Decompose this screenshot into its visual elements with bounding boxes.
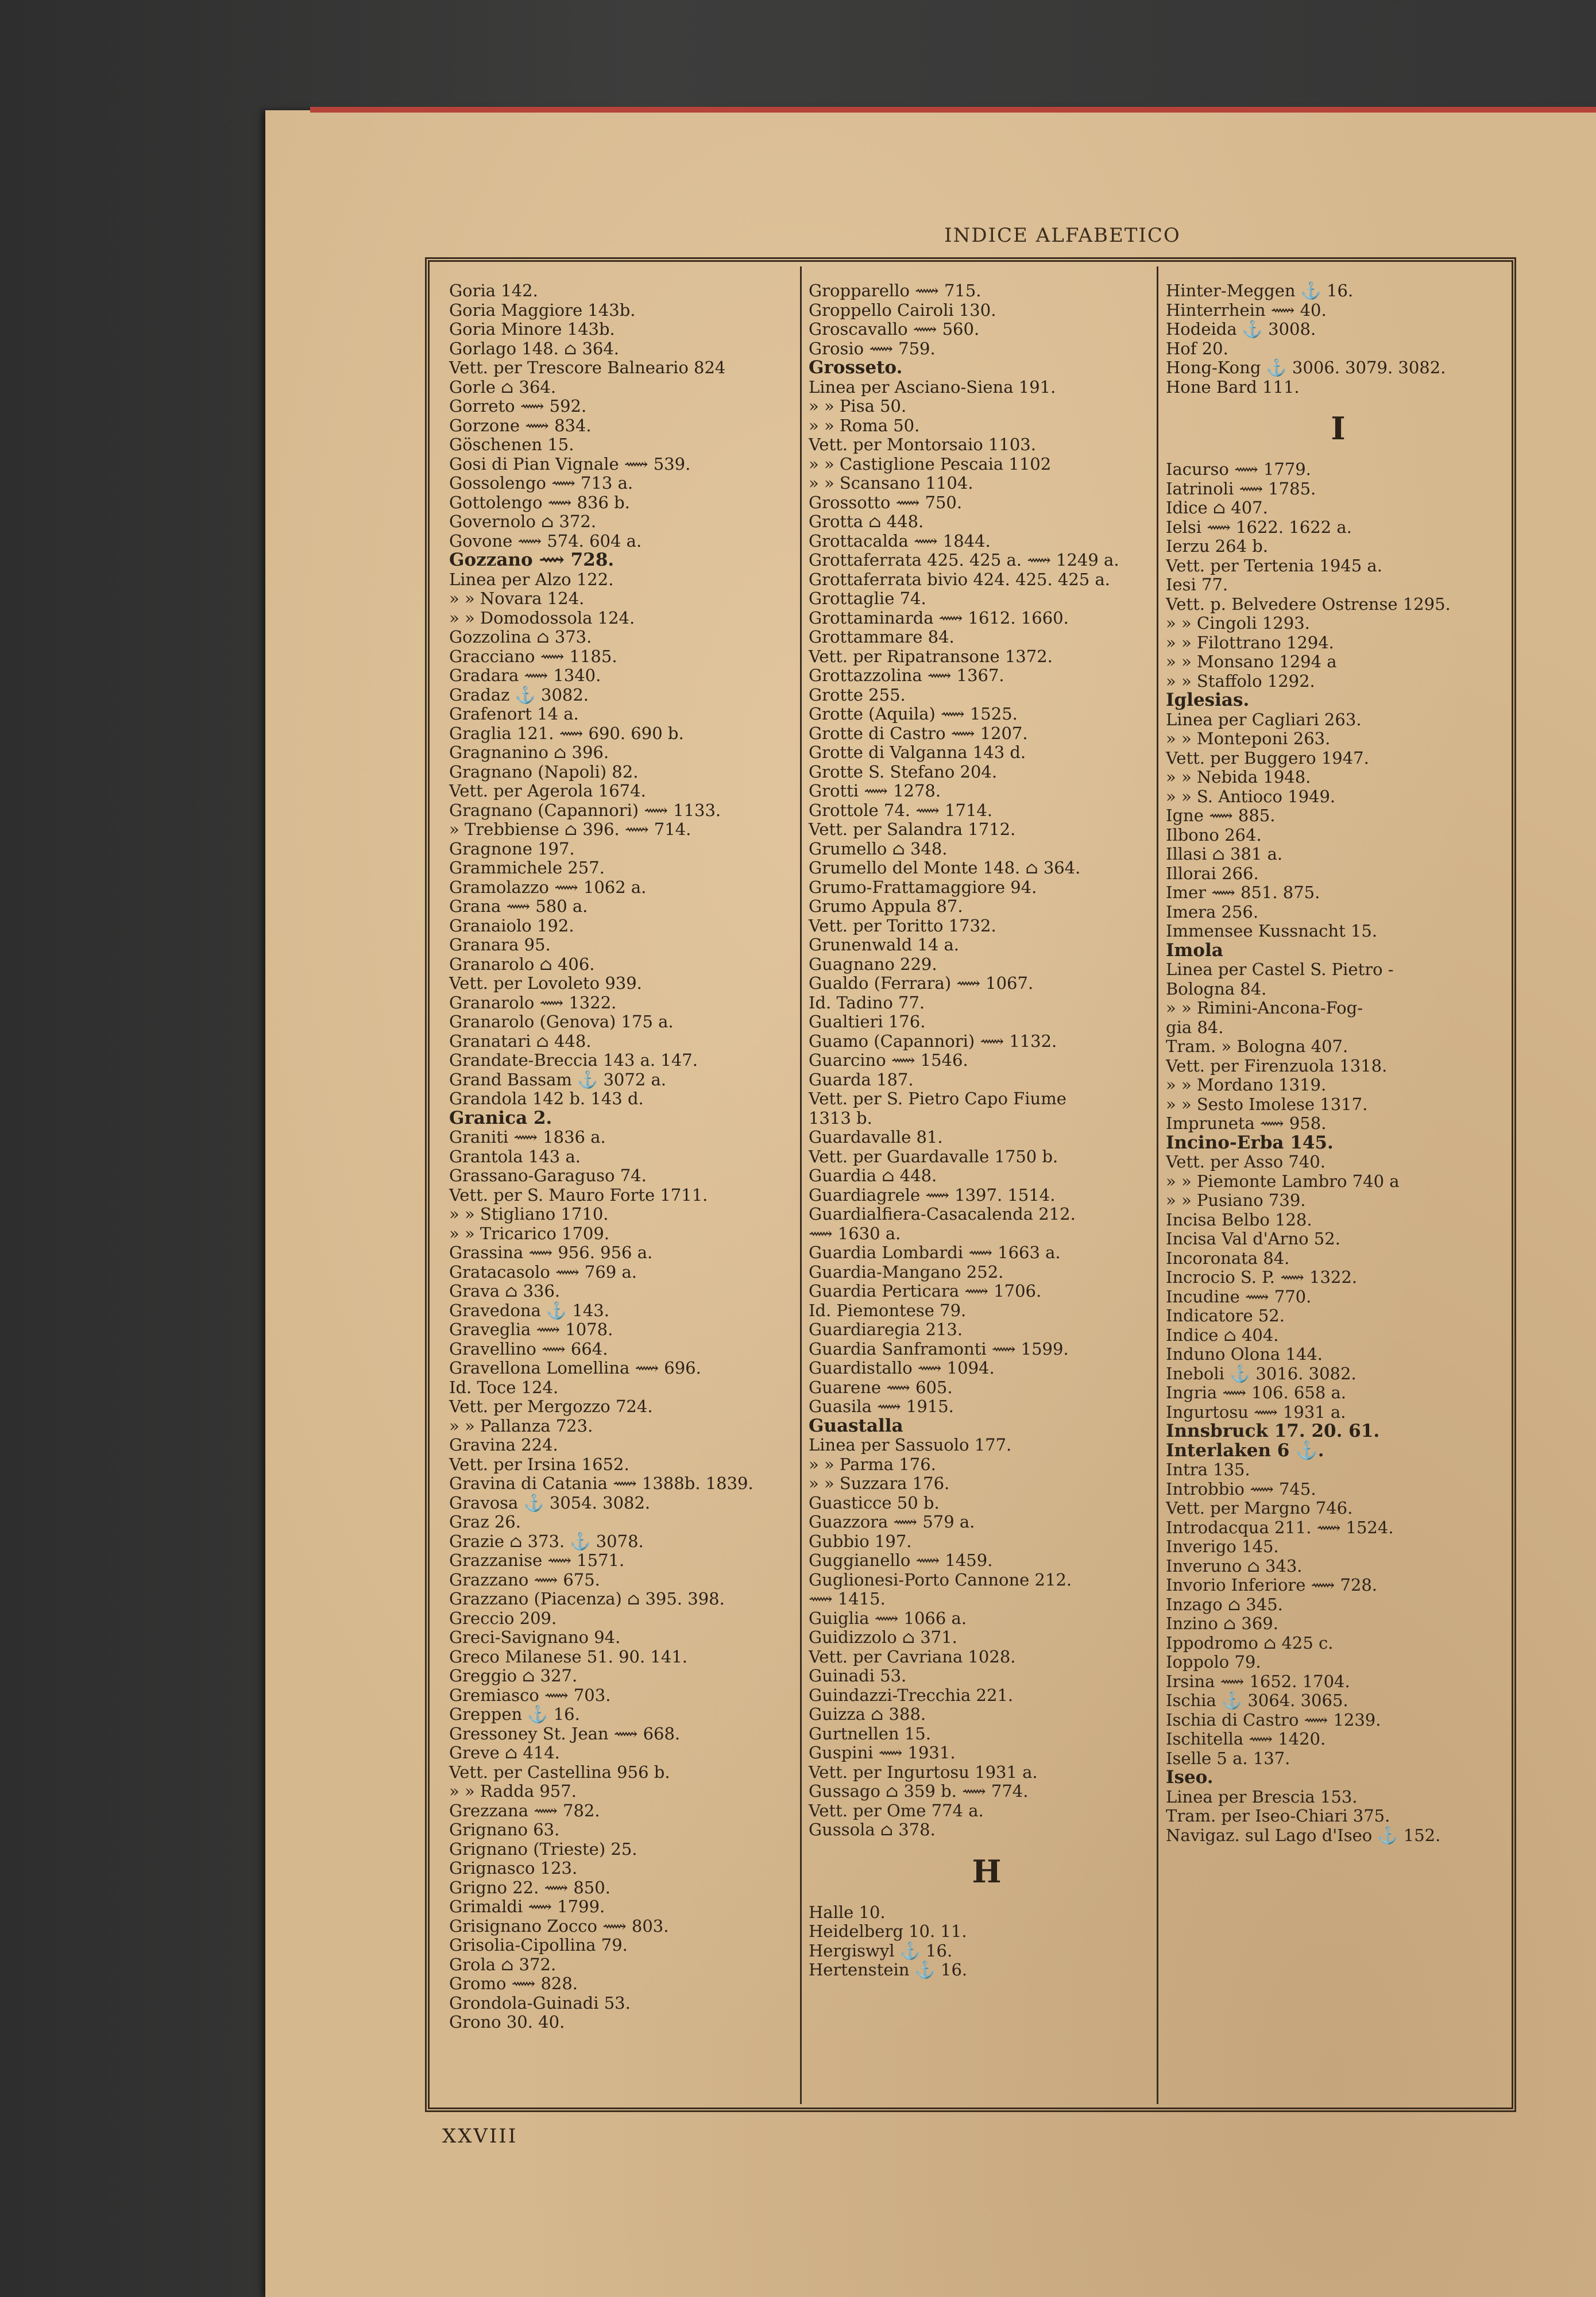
index-entry: Incrocio S. P. ⟿ 1322. xyxy=(1166,1267,1358,1287)
index-entry: Greccio 209. xyxy=(449,1608,557,1628)
index-entry: Grottammare 84. xyxy=(809,627,954,647)
index-entry: Incisa Val d'Arno 52. xyxy=(1166,1229,1340,1248)
index-entry: Guarda 187. xyxy=(809,1069,914,1089)
index-entry: Graniti ⟿ 1836 a. xyxy=(449,1127,606,1147)
index-entry: Igne ⟿ 885. xyxy=(1166,806,1276,825)
index-entry: Grotte S. Stefano 204. xyxy=(809,761,998,782)
index-entry: Imer ⟿ 851. 875. xyxy=(1166,883,1320,902)
index-entry: » » Monteponi 263. xyxy=(1166,729,1331,748)
index-entry: » » Monsano 1294 a xyxy=(1166,652,1337,671)
page-number: XXVIII xyxy=(442,2125,518,2148)
index-entry: Ischia ⚓ 3064. 3065. xyxy=(1166,1691,1348,1710)
index-entry: Ingria ⟿ 106. 658 a. xyxy=(1166,1383,1347,1402)
index-entry: Goria 142. xyxy=(449,281,538,300)
index-entry: Gressoney St. Jean ⟿ 668. xyxy=(449,1723,681,1743)
index-entry: Granatari ⌂ 448. xyxy=(449,1031,592,1051)
index-entry: Iselle 5 a. 137. xyxy=(1166,1748,1290,1768)
index-entry: Bologna 84. xyxy=(1166,979,1267,999)
index-entry: » » Radda 957. xyxy=(449,1781,577,1801)
index-entry: Granarolo ⟿ 1322. xyxy=(449,992,617,1012)
index-entry: Guindazzi-Trecchia 221. xyxy=(809,1685,1014,1705)
index-entry: Gradaz ⚓ 3082. xyxy=(449,685,589,705)
index-entry: Grassina ⟿ 956. 956 a. xyxy=(449,1243,653,1262)
index-entry: » » Staffolo 1292. xyxy=(1166,671,1315,691)
index-entry: Granarolo (Genova) 175 a. xyxy=(449,1012,674,1031)
index-entry: Gragnone 197. xyxy=(449,838,575,859)
index-entry: » » Sesto Imolese 1317. xyxy=(1166,1094,1368,1114)
index-entry: Gravedona ⚓ 143. xyxy=(449,1300,609,1320)
index-entry: Guardiagrele ⟿ 1397. 1514. xyxy=(809,1185,1056,1205)
index-entry: Idice ⌂ 407. xyxy=(1166,498,1268,517)
index-heading: Interlaken 6 ⚓. xyxy=(1166,1440,1324,1461)
index-entry: Ineboli ⚓ 3016. 3082. xyxy=(1166,1363,1357,1383)
index-entry: Guiglia ⟿ 1066 a. xyxy=(809,1608,967,1628)
index-entry: Iatrinoli ⟿ 1785. xyxy=(1166,478,1316,498)
index-entry: Gorzone ⟿ 834. xyxy=(449,415,592,435)
index-entry: Guazzora ⟿ 579 a. xyxy=(809,1512,975,1532)
index-entry: Grondola-Guinadi 53. xyxy=(449,1993,631,2013)
index-entry: Vett. per Toritto 1732. xyxy=(809,915,996,935)
index-entry: Grantola 143 a. xyxy=(449,1146,581,1166)
index-column-3 xyxy=(1166,281,1510,1845)
index-entry: Göschenen 15. xyxy=(449,435,574,454)
index-entry: ⟿ 1630 a. xyxy=(809,1223,901,1243)
index-entry: Grola ⌂ 372. xyxy=(449,1954,557,1974)
index-entry: Graveglia ⟿ 1078. xyxy=(449,1320,613,1339)
index-entry: Hone Bard 111. xyxy=(1166,377,1300,397)
index-entry: » » Stigliano 1710. xyxy=(449,1204,609,1224)
index-entry: Hinterrhein ⟿ 40. xyxy=(1166,300,1327,320)
index-entry: Guardialfiera-Casacalenda 212. xyxy=(809,1204,1076,1224)
index-entry: Gosi di Pian Vignale ⟿ 539. xyxy=(449,454,691,474)
index-entry: Grava ⌂ 336. xyxy=(449,1281,561,1301)
index-entry: Guasticce 50 b. xyxy=(809,1492,940,1513)
index-entry: Guglionesi-Porto Cannone 212. xyxy=(809,1569,1072,1590)
index-entry: Tram. per Iseo-Chiari 375. xyxy=(1166,1806,1390,1826)
index-entry: Gorreto ⟿ 592. xyxy=(449,396,587,416)
index-entry: Groscavallo ⟿ 560. xyxy=(809,319,980,339)
index-entry: Linea per Sassuolo 177. xyxy=(809,1435,1012,1455)
index-entry: Ilbono 264. xyxy=(1166,825,1262,845)
index-heading: Iglesias. xyxy=(1166,690,1250,710)
index-entry: Linea per Brescia 153. xyxy=(1166,1786,1358,1807)
index-entry: Navigaz. sul Lago d'Iseo ⚓ 152. xyxy=(1166,1825,1441,1845)
index-entry: » » Nebida 1948. xyxy=(1166,767,1311,787)
index-entry: Vett. per Guardavalle 1750 b. xyxy=(809,1146,1058,1166)
index-entry: Incisa Belbo 128. xyxy=(1166,1209,1312,1229)
column-divider xyxy=(800,266,802,2104)
index-entry: Vett. per Ripatransone 1372. xyxy=(809,646,1053,666)
index-entry: » » Castiglione Pescaia 1102 xyxy=(809,454,1052,474)
index-entry: Vett. per Margno 746. xyxy=(1166,1498,1353,1518)
index-entry: » » Pisa 50. xyxy=(809,396,907,416)
index-entry: Greppen ⚓ 16. xyxy=(449,1704,580,1724)
index-entry: Grottacalda ⟿ 1844. xyxy=(809,531,991,551)
index-entry: Vett. per Firenzuola 1318. xyxy=(1166,1055,1388,1076)
index-entry: Grotti ⟿ 1278. xyxy=(809,781,941,801)
index-entry: Vett. p. Belvedere Ostrense 1295. xyxy=(1166,594,1451,614)
index-entry: Linea per Alzo 122. xyxy=(449,569,614,589)
index-entry: Grottazzolina ⟿ 1367. xyxy=(809,666,1004,685)
index-entry: Grotte 255. xyxy=(809,685,906,705)
index-entry: Groppello Cairoli 130. xyxy=(809,300,996,320)
index-heading: Innsbruck 17. 20. 61. xyxy=(1166,1421,1380,1441)
index-heading: Granica 2. xyxy=(449,1107,552,1128)
index-entry: Guardistallo ⟿ 1094. xyxy=(809,1358,995,1378)
index-entry: Grisolia-Cipollina 79. xyxy=(449,1935,628,1955)
index-entry: » » Novara 124. xyxy=(449,589,585,608)
index-entry: Gorle ⌂ 364. xyxy=(449,377,557,397)
index-entry: » » Rimini-Ancona-Fog- xyxy=(1166,998,1363,1018)
index-entry: Guspini ⟿ 1931. xyxy=(809,1743,956,1762)
index-entry: gia 84. xyxy=(1166,1017,1224,1037)
index-entry: Inverigo 145. xyxy=(1166,1537,1279,1556)
index-entry: Greggio ⌂ 327. xyxy=(449,1666,578,1685)
index-column-1 xyxy=(449,281,794,2032)
index-entry: Guarene ⟿ 605. xyxy=(809,1377,953,1397)
index-entry: » » Pusiano 739. xyxy=(1166,1190,1306,1210)
index-entry: Introdacqua 211. ⟿ 1524. xyxy=(1166,1517,1394,1537)
index-entry: Governolo ⌂ 372. xyxy=(449,512,597,531)
index-entry: Grazzano ⟿ 675. xyxy=(449,1569,600,1590)
index-entry: Greco Milanese 51. 90. 141. xyxy=(449,1646,687,1666)
index-entry: Grand Bassam ⚓ 3072 a. xyxy=(449,1069,667,1089)
index-entry: Guinadi 53. xyxy=(809,1666,907,1685)
index-entry: Ingurtosu ⟿ 1931 a. xyxy=(1166,1402,1346,1422)
index-entry: Iacurso ⟿ 1779. xyxy=(1166,459,1311,479)
index-entry: Ischia di Castro ⟿ 1239. xyxy=(1166,1710,1381,1730)
index-entry: Grotta ⌂ 448. xyxy=(809,512,924,531)
index-entry: Vett. per Salandra 1712. xyxy=(809,819,1016,839)
index-entry: Grotte di Valganna 143 d. xyxy=(809,743,1026,762)
page-header: INDICE ALFABETICO xyxy=(944,224,1181,247)
index-entry: Grottaminarda ⟿ 1612. 1660. xyxy=(809,608,1069,628)
index-entry: Ielsi ⟿ 1622. 1622 a. xyxy=(1166,517,1352,537)
index-entry: Grezzana ⟿ 782. xyxy=(449,1800,600,1820)
index-entry: Hertenstein ⚓ 16. xyxy=(809,1960,968,1979)
index-entry: Vett. per Asso 740. xyxy=(1166,1152,1326,1171)
index-entry: Grottaferrata 425. 425 a. ⟿ 1249 a. xyxy=(809,550,1119,570)
index-entry: » » Pallanza 723. xyxy=(449,1416,593,1436)
index-entry: Gremiasco ⟿ 703. xyxy=(449,1685,611,1705)
index-entry: Granarolo ⌂ 406. xyxy=(449,954,595,974)
index-entry: » » Mordano 1319. xyxy=(1166,1075,1327,1095)
index-entry: Greve ⌂ 414. xyxy=(449,1743,560,1762)
index-entry: Gussola ⌂ 378. xyxy=(809,1820,936,1839)
index-entry: Illasi ⌂ 381 a. xyxy=(1166,844,1283,864)
index-entry: Gossolengo ⟿ 713 a. xyxy=(449,473,633,493)
index-entry: Ierzu 264 b. xyxy=(1166,536,1269,556)
index-entry: Vett. per Tertenia 1945 a. xyxy=(1166,555,1382,575)
index-entry: Incudine ⟿ 770. xyxy=(1166,1286,1312,1306)
index-entry: Vett. per Ome 774 a. xyxy=(809,1800,984,1820)
index-entry: Vett. per Mergozzo 724. xyxy=(449,1397,653,1416)
index-entry: Gubbio 197. xyxy=(809,1531,912,1551)
index-entry: Irsina ⟿ 1652. 1704. xyxy=(1166,1671,1350,1691)
index-entry: Inveruno ⌂ 343. xyxy=(1166,1556,1303,1576)
index-entry: Iesi 77. xyxy=(1166,575,1228,594)
index-entry: Grumello ⌂ 348. xyxy=(809,838,948,859)
index-entry: Goria Maggiore 143b. xyxy=(449,300,636,320)
index-entry: Vett. per Castellina 956 b. xyxy=(449,1762,670,1782)
index-entry: Vett. per Trescore Balneario 824 xyxy=(449,358,726,377)
section-letter: I xyxy=(1331,410,1346,447)
index-entry: Grotte (Aquila) ⟿ 1525. xyxy=(809,704,1018,724)
index-entry: Greci-Savignano 94. xyxy=(449,1627,621,1647)
index-entry: » » Scansano 1104. xyxy=(809,473,973,493)
index-entry: » » Piemonte Lambro 740 a xyxy=(1166,1171,1400,1191)
index-entry: Guardia Lombardi ⟿ 1663 a. xyxy=(809,1243,1061,1262)
index-entry: Grandate-Breccia 143 a. 147. xyxy=(449,1050,698,1070)
index-entry: Gravellona Lomellina ⟿ 696. xyxy=(449,1358,701,1378)
index-entry: Impruneta ⟿ 958. xyxy=(1166,1113,1327,1133)
index-entry: 1313 b. xyxy=(809,1108,872,1128)
red-page-edge xyxy=(310,107,1596,113)
index-entry: Hodeida ⚓ 3008. xyxy=(1166,319,1316,339)
index-entry: Induno Olona 144. xyxy=(1166,1344,1323,1364)
index-entry: Gottolengo ⟿ 836 b. xyxy=(449,492,630,512)
index-entry: Indicatore 52. xyxy=(1166,1306,1285,1325)
index-entry: Guardia-Mangano 252. xyxy=(809,1262,1004,1282)
index-entry: Grignano (Trieste) 25. xyxy=(449,1839,637,1859)
index-entry: Grigno 22. ⟿ 850. xyxy=(449,1877,610,1897)
index-heading: Iseo. xyxy=(1166,1767,1214,1788)
index-entry: Vett. per S. Mauro Forte 1711. xyxy=(449,1185,708,1205)
index-entry: Gradara ⟿ 1340. xyxy=(449,666,601,685)
index-entry: Gozzolina ⌂ 373. xyxy=(449,627,592,647)
index-entry: Grimaldi ⟿ 1799. xyxy=(449,1897,605,1916)
index-heading: Incino-Erba 145. xyxy=(1166,1132,1334,1153)
index-entry: Incoronata 84. xyxy=(1166,1248,1290,1268)
index-entry: Grassano-Garaguso 74. xyxy=(449,1166,647,1185)
index-entry: Grumo Appula 87. xyxy=(809,896,963,916)
index-entry: Gualtieri 176. xyxy=(809,1012,926,1031)
index-entry: Tram. » Bologna 407. xyxy=(1166,1037,1348,1056)
index-entry: Ippodromo ⌂ 425 c. xyxy=(1166,1633,1334,1653)
index-entry: Grumo-Frattamaggiore 94. xyxy=(809,877,1037,897)
index-entry: Gramolazzo ⟿ 1062 a. xyxy=(449,877,647,897)
index-entry: Grazzanise ⟿ 1571. xyxy=(449,1550,625,1570)
index-entry: Graz 26. xyxy=(449,1512,521,1532)
index-entry: Ischitella ⟿ 1420. xyxy=(1166,1729,1326,1749)
index-entry: Guardia ⌂ 448. xyxy=(809,1166,937,1185)
index-entry: ⟿ 1415. xyxy=(809,1589,886,1608)
index-entry: Gragnano (Capannori) ⟿ 1133. xyxy=(449,800,721,820)
index-entry: Gratacasolo ⟿ 769 a. xyxy=(449,1262,637,1282)
index-heading: Grosseto. xyxy=(809,357,903,378)
index-entry: Grottole 74. ⟿ 1714. xyxy=(809,800,993,820)
index-entry: » » Filottrano 1294. xyxy=(1166,632,1334,652)
index-entry: Guizza ⌂ 388. xyxy=(809,1704,926,1724)
index-entry: Hof 20. xyxy=(1166,338,1228,358)
index-entry: Id. Toce 124. xyxy=(449,1377,559,1397)
index-entry: Guardia Sanframonti ⟿ 1599. xyxy=(809,1339,1069,1359)
index-entry: » » Parma 176. xyxy=(809,1454,936,1474)
index-entry: » » Suzzara 176. xyxy=(809,1474,950,1493)
index-entry: Vett. per Irsina 1652. xyxy=(449,1454,629,1474)
index-entry: Guarcino ⟿ 1546. xyxy=(809,1050,968,1070)
index-entry: Guasila ⟿ 1915. xyxy=(809,1397,954,1416)
index-entry: Linea per Cagliari 263. xyxy=(1166,709,1362,729)
index-entry: Guardavalle 81. xyxy=(809,1127,943,1147)
index-entry: Hergiswyl ⚓ 16. xyxy=(809,1940,953,1960)
index-entry: Introbbio ⟿ 745. xyxy=(1166,1479,1316,1499)
index-entry: Gromo ⟿ 828. xyxy=(449,1974,578,1993)
index-entry: Gracciano ⟿ 1185. xyxy=(449,646,617,666)
index-entry: Gropparello ⟿ 715. xyxy=(809,281,981,300)
index-entry: Immensee Kussnacht 15. xyxy=(1166,921,1378,941)
index-entry: Grandola 142 b. 143 d. xyxy=(449,1089,644,1108)
index-entry: Grammichele 257. xyxy=(449,858,605,877)
index-entry: Id. Piemontese 79. xyxy=(809,1300,967,1320)
index-entry: Gualdo (Ferrara) ⟿ 1067. xyxy=(809,973,1034,993)
index-entry: Imera 256. xyxy=(1166,902,1259,922)
index-entry: Grotte di Castro ⟿ 1207. xyxy=(809,723,1028,743)
index-entry: Vett. per Montorsaio 1103. xyxy=(809,435,1036,454)
index-entry: Guagnano 229. xyxy=(809,954,937,974)
index-entry: Grafenort 14 a. xyxy=(449,704,579,724)
index-entry: Grignasco 123. xyxy=(449,1858,578,1878)
index-entry: Illorai 266. xyxy=(1166,863,1259,883)
index-entry: Granara 95. xyxy=(449,935,551,954)
index-entry: Graglia 121. ⟿ 690. 690 b. xyxy=(449,723,684,743)
index-entry: Grosio ⟿ 759. xyxy=(809,338,936,358)
index-entry: Ioppolo 79. xyxy=(1166,1652,1261,1672)
index-entry: Guidizzolo ⌂ 371. xyxy=(809,1627,957,1647)
index-entry: Granaiolo 192. xyxy=(449,915,574,935)
index-entry: » » S. Antioco 1949. xyxy=(1166,786,1336,806)
index-entry: Linea per Castel S. Pietro - xyxy=(1166,960,1394,979)
index-entry: Invorio Inferiore ⟿ 728. xyxy=(1166,1575,1378,1595)
section-letter: H xyxy=(972,1853,1002,1890)
index-entry: Grazie ⌂ 373. ⚓ 3078. xyxy=(449,1531,644,1551)
index-entry: Grana ⟿ 580 a. xyxy=(449,896,588,916)
index-entry: Govone ⟿ 574. 604 a. xyxy=(449,531,642,551)
index-heading: Guastalla xyxy=(809,1415,903,1436)
index-entry: Grono 30. 40. xyxy=(449,2012,565,2032)
index-entry: Inzino ⌂ 369. xyxy=(1166,1614,1278,1633)
index-entry: Gravina di Catania ⟿ 1388b. 1839. xyxy=(449,1474,753,1493)
index-entry: Grossotto ⟿ 750. xyxy=(809,492,963,512)
index-column-2 xyxy=(809,281,1165,1980)
index-entry: Guardiaregia 213. xyxy=(809,1320,963,1339)
index-entry: Grunenwald 14 a. xyxy=(809,935,960,954)
index-entry: Vett. per Buggero 1947. xyxy=(1166,748,1369,768)
index-entry: Indice ⌂ 404. xyxy=(1166,1325,1279,1345)
index-entry: » Trebbiense ⌂ 396. ⟿ 714. xyxy=(449,819,691,839)
index-entry: Vett. per S. Pietro Capo Fiume xyxy=(809,1089,1066,1108)
index-entry: » » Domodossola 124. xyxy=(449,608,635,628)
index-entry: » » Roma 50. xyxy=(809,415,920,435)
index-entry: Guamo (Capannori) ⟿ 1132. xyxy=(809,1031,1057,1051)
index-entry: Linea per Asciano-Siena 191. xyxy=(809,377,1056,397)
index-entry: » » Cingoli 1293. xyxy=(1166,613,1310,633)
index-entry: Hinter-Meggen ⚓ 16. xyxy=(1166,281,1354,300)
index-entry: Vett. per Cavriana 1028. xyxy=(809,1646,1016,1666)
index-entry: Inzago ⌂ 345. xyxy=(1166,1594,1283,1614)
index-entry: Gravosa ⚓ 3054. 3082. xyxy=(449,1492,651,1513)
index-entry: Heidelberg 10. 11. xyxy=(809,1921,967,1941)
index-entry: Gravellino ⟿ 664. xyxy=(449,1339,608,1359)
index-entry: Halle 10. xyxy=(809,1902,886,1922)
index-entry: Grignano 63. xyxy=(449,1820,560,1839)
index-entry: Vett. per Agerola 1674. xyxy=(449,781,646,801)
index-entry: Guggianello ⟿ 1459. xyxy=(809,1550,993,1570)
index-entry: Vett. per Ingurtosu 1931 a. xyxy=(809,1762,1038,1782)
index-entry: Grumello del Monte 148. ⌂ 364. xyxy=(809,858,1081,877)
index-entry: Gussago ⌂ 359 b. ⟿ 774. xyxy=(809,1781,1029,1801)
index-entry: Vett. per Lovoleto 939. xyxy=(449,973,642,993)
index-entry: Gragnanino ⌂ 396. xyxy=(449,743,609,762)
index-entry: Intra 135. xyxy=(1166,1460,1250,1479)
index-entry: Grottaglie 74. xyxy=(809,589,926,608)
index-entry: Grazzano (Piacenza) ⌂ 395. 398. xyxy=(449,1589,725,1608)
index-entry: Grisignano Zocco ⟿ 803. xyxy=(449,1916,669,1936)
index-entry: Guardia Perticara ⟿ 1706. xyxy=(809,1281,1042,1301)
index-entry: Gurtnellen 15. xyxy=(809,1723,931,1743)
index-entry: Gragnano (Napoli) 82. xyxy=(449,761,639,782)
index-entry: Goria Minore 143b. xyxy=(449,319,615,339)
index-heading: Imola xyxy=(1166,939,1223,961)
index-entry: Id. Tadino 77. xyxy=(809,992,925,1012)
index-entry: » » Tricarico 1709. xyxy=(449,1223,610,1243)
index-heading: Gozzano ⟿ 728. xyxy=(449,550,615,570)
index-entry: Hong-Kong ⚓ 3006. 3079. 3082. xyxy=(1166,358,1446,377)
index-entry: Gravina 224. xyxy=(449,1435,558,1455)
index-entry: Gorlago 148. ⌂ 364. xyxy=(449,338,620,358)
index-entry: Grottaferrata bivio 424. 425. 425 a. xyxy=(809,569,1110,589)
